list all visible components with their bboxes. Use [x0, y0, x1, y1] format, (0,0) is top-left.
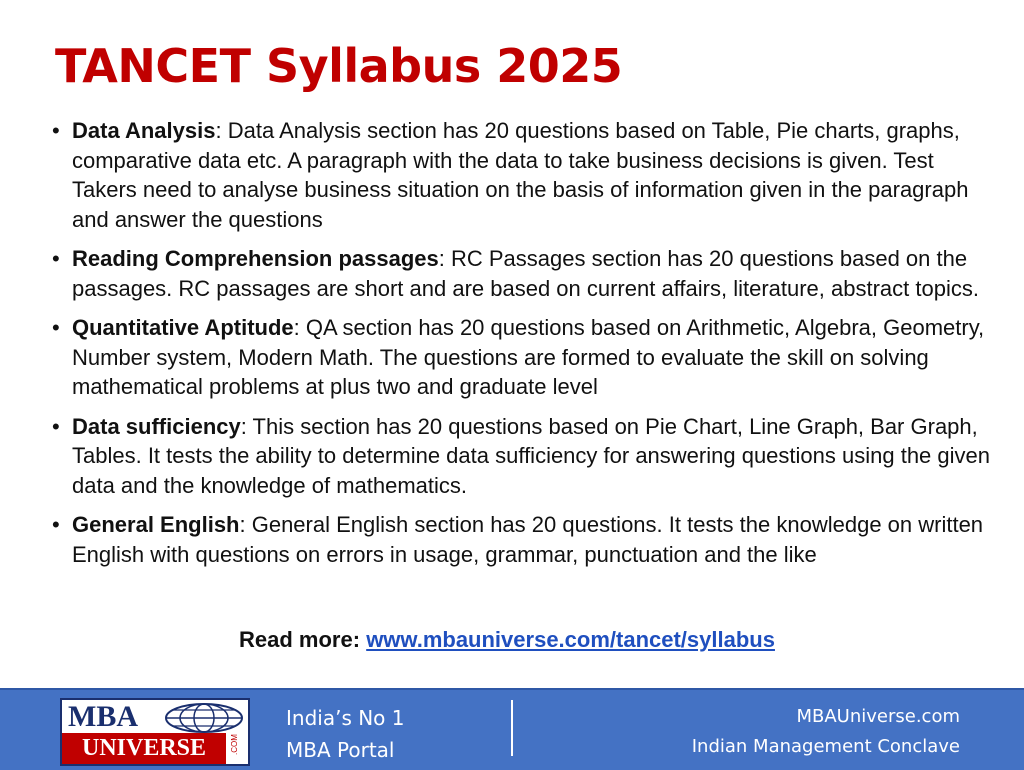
- site-name: MBAUniverse.com: [796, 706, 960, 727]
- footer-divider: [511, 700, 513, 756]
- mba-universe-logo[interactable]: [60, 698, 250, 766]
- syllabus-link[interactable]: www.mbauniverse.com/tancet/syllabus: [366, 627, 775, 652]
- read-more-line: [0, 627, 1014, 653]
- bullet-term: Data Analysis: [72, 118, 216, 143]
- logo-universe-text: UNIVERSE: [62, 733, 226, 764]
- bullet-text: : Data Analysis section has 20 questions based on Table, Pie charts, graphs, comparative data etc. A paragraph with the data to take business decisions is given. Test Takers need to analyse business situation on the basis of information given in the paragraph and answer the questions: [72, 118, 969, 232]
- bullet-text: : RC Passages section has 20 questions based on the passages. RC passages are short and are based on current affairs, literature, abstract topics.: [72, 246, 979, 301]
- bullet-dot-icon: •: [52, 118, 60, 143]
- bullet-term: Reading Comprehension passages: [72, 246, 439, 271]
- bullet-general-english: [52, 510, 1002, 569]
- conclave-name: Indian Management Conclave: [691, 736, 960, 757]
- tagline: [286, 702, 405, 766]
- bullet-text: : QA section has 20 questions based on Arithmetic, Algebra, Geometry, Number system, Modern Math. The questions are formed to evaluate the skill on solving mathematical problems at plus two and graduate level: [72, 315, 985, 399]
- bullet-term: Quantitative Aptitude: [72, 315, 294, 340]
- slide-title: TANCET Syllabus 2025: [55, 39, 623, 93]
- syllabus-bullet-list: [52, 116, 1002, 579]
- bullet-term: Data sufficiency: [72, 413, 241, 439]
- tagline-line-1: India’s No 1: [286, 706, 405, 730]
- logo-mba-text: MBA: [68, 700, 138, 733]
- bullet-quantitative-aptitude: [52, 313, 1002, 402]
- bullet-data-sufficiency: [52, 412, 1002, 501]
- bullet-text: : This section has 20 questions based on Pie Chart, Line Graph, Bar Graph, Tables. It tests the ability to determine data sufficiency for answering questions using the given data and the knowledge of mathematics.: [72, 413, 990, 498]
- bullet-dot-icon: •: [52, 315, 60, 340]
- bullet-dot-icon: •: [52, 512, 60, 537]
- footer-bar: [0, 688, 1024, 770]
- bullet-data-analysis: [52, 116, 1002, 234]
- bullet-term: General English: [72, 512, 240, 537]
- bullet-dot-icon: •: [52, 246, 60, 271]
- bullet-text: : General English section has 20 questions. It tests the knowledge on written English with questions on errors in usage, grammar, punctuation and the like: [72, 512, 984, 567]
- bullet-dot-icon: •: [52, 413, 60, 439]
- read-more-label: Read more:: [239, 627, 361, 652]
- logo-com-text: .COM: [230, 734, 239, 756]
- footer-right-info: [692, 702, 960, 762]
- bullet-reading-comprehension: [52, 244, 1002, 303]
- tagline-line-2: MBA Portal: [286, 738, 395, 762]
